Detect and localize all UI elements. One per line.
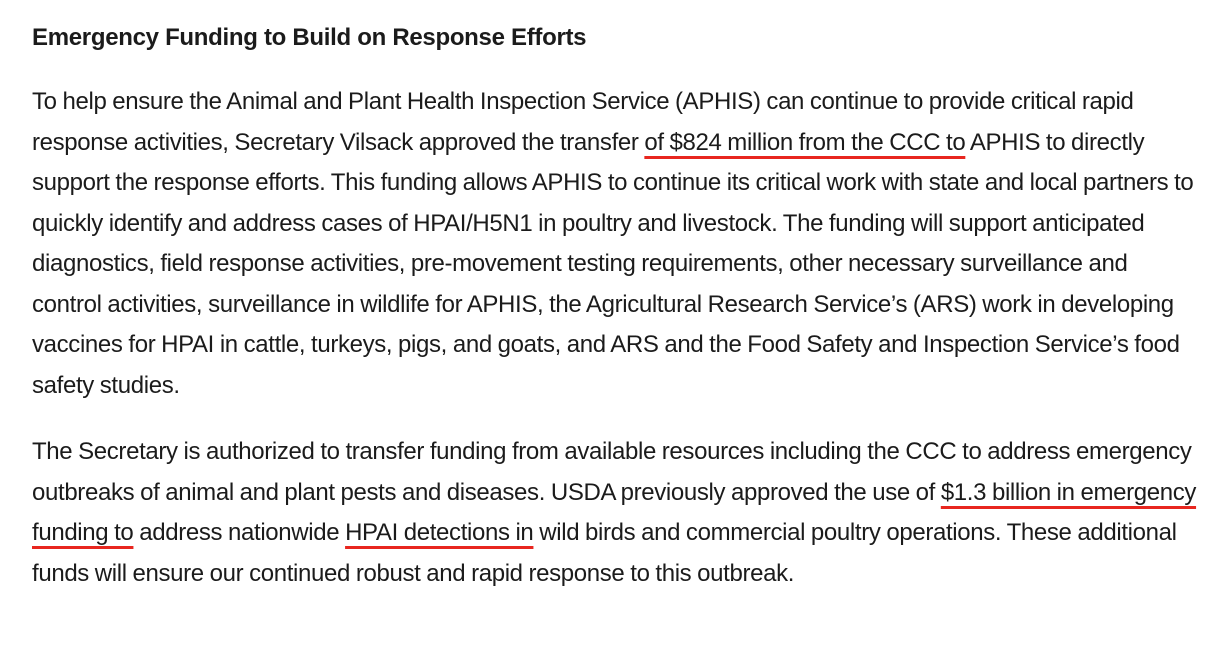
paragraph-1-text-end: APHIS to directly support the response efforts. This funding allows APHIS to continue its critical work with state and local partners to quickly identify and address cases of HPAI/H5N1 in poultry and livestock. The funding will support anticipated diagnostics, field response activities, pre-movement testing requirements, other necessary surveillance and control activities, surveillance in wildlife for APHIS, the Agricultural Research Service’s (ARS) work in developing vaccines for HPAI in cattle, turkeys, pigs, and goats, and ARS and the Food Safety and Inspection Service’s food safety studies. [32, 128, 1194, 399]
paragraph-1-text-start: To help ensure the Animal and Plant Health Inspection Service (APHIS) can continue to provide critical rapid response activities, Secretary Vilsack approved the transfer [32, 88, 1134, 156]
underlined-phrase-824-million: of $824 million from the CCC to [644, 128, 966, 156]
paragraph-2-text-start: The Secretary is authorized to transfer funding from available resources including the CCC to address emergency outbreaks of animal and plant pests and diseases. USDA previously approved the use of [32, 438, 1192, 506]
underlined-phrase-1-3-billion: $1.3 billion in emergency funding to [32, 478, 1197, 546]
paragraph-2 [32, 432, 1197, 594]
paragraph-2-text-end: wild birds and commercial poultry operations. These additional funds will ensure our continued robust and rapid response to this outbreak. [32, 519, 1177, 587]
section-heading: Emergency Funding to Build on Response Efforts [32, 24, 587, 51]
underlined-phrase-hpai-detections: HPAI detections in [345, 519, 534, 546]
paragraph-2-text-middle: address nationwide [133, 519, 346, 546]
paragraph-1 [32, 82, 1197, 406]
